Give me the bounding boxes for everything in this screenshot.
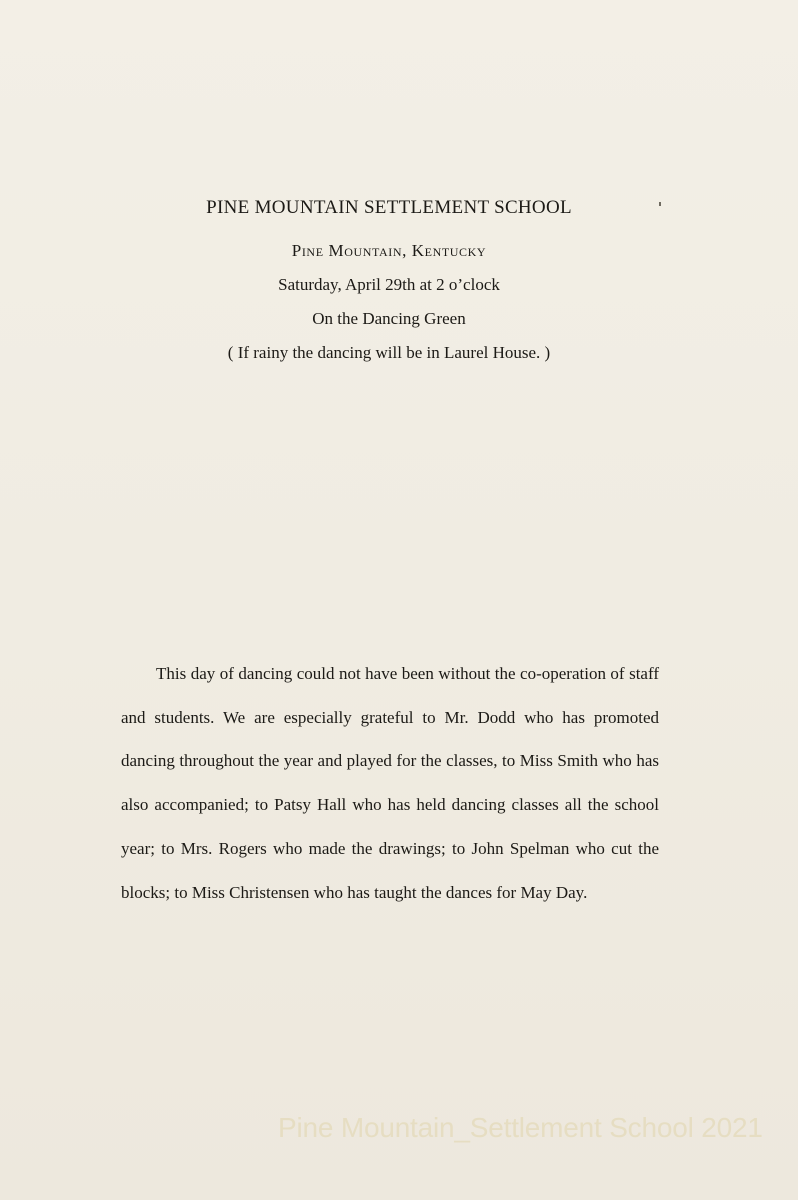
rain-note: ( If rainy the dancing will be in Laurel House. ) bbox=[227, 343, 551, 362]
date-line: Saturday, April 29th at 2 o’clock bbox=[278, 275, 500, 294]
location-line: On the Dancing Green bbox=[312, 309, 466, 328]
program-header bbox=[0, 194, 778, 374]
place-line: Pine Mountain, Kentucky bbox=[291, 241, 487, 260]
acknowledgment-paragraph: This day of dancing could not have been without the co-operation of staff and students. We are especially grateful to Mr. Dodd who has promoted dancing throughout the year and played for the classes, to Miss Smith who has also accompanied; to Patsy Hall who has held dancing classes all the school year; to Mrs. Rogers who made the drawings; to John Spelman who cut the blocks; to Miss Christensen who has taught the dances for May Day. bbox=[121, 664, 659, 902]
school-title: PINE MOUNTAIN SETTLEMENT SCHOOL bbox=[206, 197, 572, 218]
watermark: Pine Mountain_Settlement School 2021 bbox=[278, 1112, 763, 1143]
